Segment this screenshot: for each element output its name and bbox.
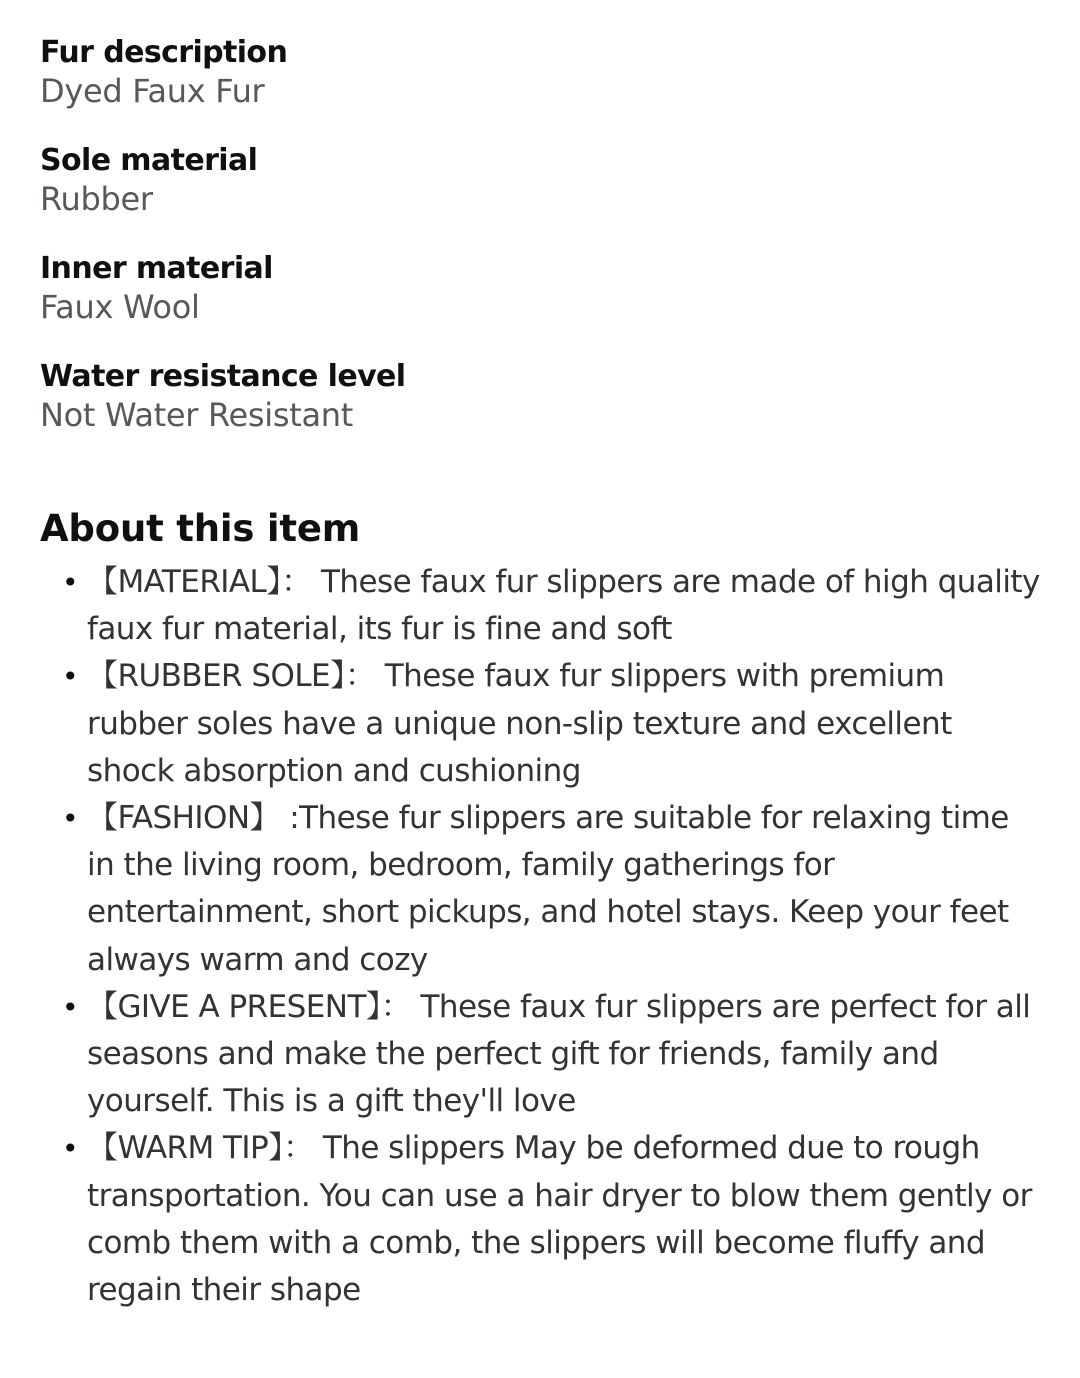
bullet-text: 【FASHION】 :These fur slippers are suitable for relaxing time in the living room, bedroom, family gatherings for entertainment, short pickups, and hotel stays. Keep your feet always warm and cozy bbox=[87, 800, 1009, 978]
spec-label: Fur description bbox=[40, 35, 288, 70]
bullet-dot-icon: • bbox=[62, 660, 78, 694]
bullet-dot-icon: • bbox=[62, 1132, 78, 1166]
spec-value: Dyed Faux Fur bbox=[40, 72, 265, 110]
bullet-dot-icon: • bbox=[62, 802, 78, 836]
about-this-item-heading: About this item bbox=[40, 507, 361, 550]
bullet-dot-icon: • bbox=[62, 990, 78, 1024]
spec-label: Inner material bbox=[40, 251, 273, 286]
spec-value: Rubber bbox=[40, 180, 153, 218]
bullet-text: 【MATERIAL】： These faux fur slippers are made of high quality faux fur material, its fur is fine and soft bbox=[87, 564, 1040, 648]
bullet-material bbox=[62, 559, 1040, 653]
bullet-text: 【WARM TIP】： The slippers May be deformed due to rough transportation. You can use a hair dryer to blow them gently or comb them with a comb, the slippers will become fluffy and regain their shape bbox=[87, 1130, 1032, 1309]
bullet-fashion bbox=[62, 795, 1040, 984]
bullet-warm-tip bbox=[62, 1125, 1040, 1314]
spec-sole-material bbox=[40, 142, 1040, 227]
bullet-dot-icon: • bbox=[62, 566, 78, 599]
spec-water-resistance bbox=[40, 358, 1040, 443]
bullet-rubber-sole bbox=[62, 653, 1040, 795]
spec-label: Water resistance level bbox=[40, 359, 406, 394]
bullet-text: 【GIVE A PRESENT】： These faux fur slippers are perfect for all seasons and make the perfect gift for friends, family and yourself. This is a gift they'll love bbox=[87, 988, 1031, 1120]
bullet-text: 【RUBBER SOLE】： These faux fur slippers with premium rubber soles have a unique non-slip texture and excellent shock absorption and cushioning bbox=[87, 658, 952, 789]
spec-inner-material bbox=[40, 250, 1040, 335]
spec-value: Faux Wool bbox=[40, 288, 200, 326]
bullet-give-a-present bbox=[62, 984, 1040, 1126]
spec-value: Not Water Resistant bbox=[40, 396, 354, 434]
about-bullet-list bbox=[40, 559, 1040, 1314]
spec-label: Sole material bbox=[40, 143, 258, 178]
spec-fur-description bbox=[40, 34, 1040, 119]
